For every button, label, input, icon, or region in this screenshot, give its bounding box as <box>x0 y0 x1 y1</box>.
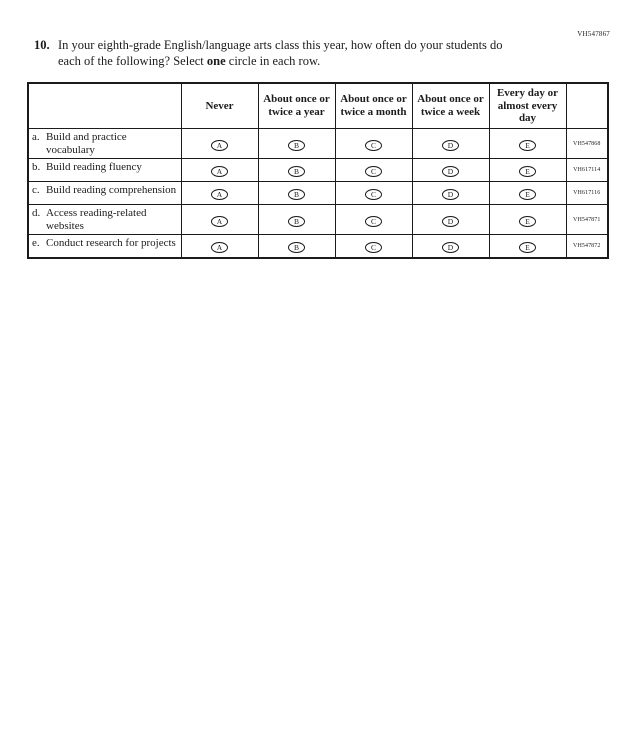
question-text-start: In your eighth-grade English/language arts class this year, how often do your students do each of the following? Select <box>58 38 503 68</box>
column-header-never: Never <box>181 83 258 128</box>
answer-oval-a[interactable]: A <box>211 166 228 177</box>
answer-cell <box>412 235 489 259</box>
answer-oval-e[interactable]: E <box>519 189 536 200</box>
answer-cell <box>181 159 258 182</box>
answer-cell <box>181 205 258 235</box>
answer-cell <box>181 128 258 158</box>
answer-oval-d[interactable]: D <box>442 140 459 151</box>
answer-oval-a[interactable]: A <box>211 189 228 200</box>
answer-cell <box>412 128 489 158</box>
row-label-cell <box>28 159 181 182</box>
column-header-year: About once or twice a year <box>258 83 335 128</box>
row-letter: b. <box>32 161 41 174</box>
answer-oval-c[interactable]: C <box>365 242 382 253</box>
row-accession-code: VH617116 <box>566 182 608 205</box>
row-accession-code: VH547871 <box>566 205 608 235</box>
answer-oval-c[interactable]: C <box>365 140 382 151</box>
answer-cell <box>412 182 489 205</box>
row-label-cell <box>28 235 181 259</box>
table-row <box>28 205 608 235</box>
header-row <box>28 83 608 128</box>
column-header-week: About once or twice a week <box>412 83 489 128</box>
answer-oval-a[interactable]: A <box>211 216 228 227</box>
answer-cell <box>258 159 335 182</box>
answer-oval-a[interactable]: A <box>211 140 228 151</box>
answer-cell <box>258 182 335 205</box>
header-code-spacer-cell <box>566 83 608 128</box>
row-label: Build reading fluency <box>46 161 142 174</box>
question-text <box>58 38 514 69</box>
answer-cell <box>335 205 412 235</box>
answer-cell <box>489 128 566 158</box>
answer-oval-c[interactable]: C <box>365 166 382 177</box>
row-letter: a. <box>32 130 40 143</box>
column-header-everyday: Every day or almost every day <box>489 83 566 128</box>
form-accession-code: VH547867 <box>577 30 610 38</box>
answer-cell <box>335 182 412 205</box>
row-label-cell <box>28 128 181 158</box>
row-accession-code: VH617114 <box>566 159 608 182</box>
answer-oval-c[interactable]: C <box>365 216 382 227</box>
row-label: Build and practice vocabulary <box>46 130 127 156</box>
answer-cell <box>412 159 489 182</box>
answer-oval-d[interactable]: D <box>442 216 459 227</box>
answer-cell <box>489 182 566 205</box>
question-text-end: circle in each row. <box>225 53 321 68</box>
row-letter: c. <box>32 184 40 197</box>
answer-oval-d[interactable]: D <box>442 166 459 177</box>
answer-oval-d[interactable]: D <box>442 189 459 200</box>
table-row <box>28 159 608 182</box>
row-letter: e. <box>32 237 40 250</box>
answer-cell <box>335 128 412 158</box>
response-matrix-table <box>27 82 609 259</box>
table-row <box>28 128 608 158</box>
answer-oval-e[interactable]: E <box>519 242 536 253</box>
answer-cell <box>489 205 566 235</box>
row-letter: d. <box>32 207 41 220</box>
row-accession-code: VH547872 <box>566 235 608 259</box>
answer-cell <box>335 235 412 259</box>
question-text-bold: one <box>206 53 226 68</box>
answer-oval-d[interactable]: D <box>442 242 459 253</box>
answer-oval-b[interactable]: B <box>288 166 305 177</box>
answer-oval-e[interactable]: E <box>519 216 536 227</box>
header-spacer-cell <box>28 83 181 128</box>
answer-cell <box>181 182 258 205</box>
row-label-cell <box>28 205 181 235</box>
answer-cell <box>489 235 566 259</box>
answer-cell <box>258 128 335 158</box>
answer-cell <box>258 205 335 235</box>
question-block <box>34 38 514 69</box>
answer-cell <box>412 205 489 235</box>
answer-oval-c[interactable]: C <box>365 189 382 200</box>
answer-cell <box>181 235 258 259</box>
answer-oval-a[interactable]: A <box>211 242 228 253</box>
answer-cell <box>335 159 412 182</box>
question-number: 10. <box>34 38 50 52</box>
row-accession-code: VH547868 <box>566 128 608 158</box>
row-label: Access reading-related websites <box>46 207 147 232</box>
table-row <box>28 235 608 259</box>
answer-oval-b[interactable]: B <box>288 216 305 227</box>
row-label: Conduct research for projects <box>46 237 176 250</box>
table-row <box>28 182 608 205</box>
row-label: Build reading comprehension <box>46 184 177 197</box>
column-header-month: About once or twice a month <box>335 83 412 128</box>
answer-cell <box>489 159 566 182</box>
answer-oval-b[interactable]: B <box>288 140 305 151</box>
row-label-cell <box>28 182 181 205</box>
answer-oval-b[interactable]: B <box>288 189 305 200</box>
answer-cell <box>258 235 335 259</box>
answer-oval-e[interactable]: E <box>519 166 536 177</box>
answer-oval-b[interactable]: B <box>288 242 305 253</box>
answer-oval-e[interactable]: E <box>519 140 536 151</box>
